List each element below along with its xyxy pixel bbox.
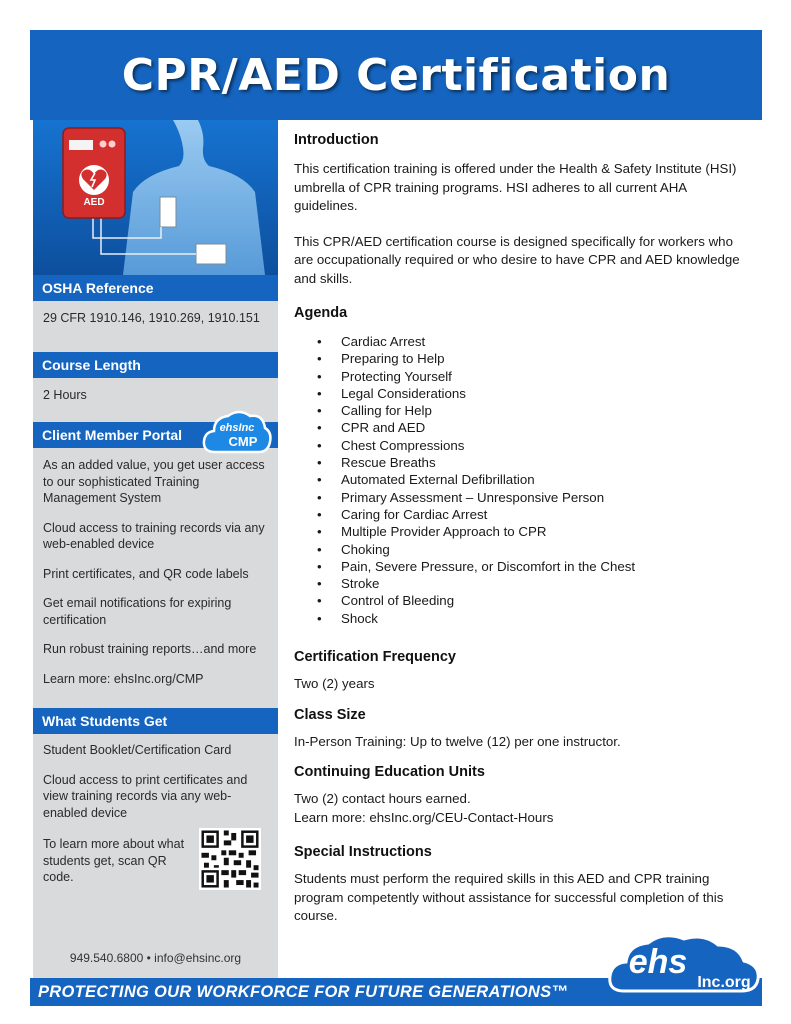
logo-text-inc: Inc.org [697,974,751,991]
what-students-get-heading: What Students Get [33,708,278,734]
students-list [43,742,268,834]
agenda-item: • Pain, Severe Pressure, or Discomfort in the Chest [341,558,749,575]
agenda-list [294,333,749,627]
agenda-item: • Calling for Help [341,402,749,419]
contact-info: 949.540.6800 • info@ehsinc.org [69,951,242,965]
ceu-line-1: Two (2) contact hours earned. [294,791,471,807]
agenda-item: • Control of Bleeding [341,592,749,609]
page-title: CPR/AED Certification [121,49,671,101]
aed-illustration [33,120,278,275]
main-content [294,132,749,926]
svg-text:ehsInc: ehsInc [219,422,255,434]
agenda-item: • Cardiac Arrest [341,333,749,350]
agenda-item: • Legal Considerations [341,385,749,402]
agenda-item: • Protecting Yourself [341,368,749,385]
agenda-item: • Caring for Cardiac Arrest [341,506,749,523]
students-item: Student Booklet/Certification Card [43,743,232,757]
class-size-heading: Class Size [294,706,366,723]
footer-tagline: PROTECTING OUR WORKFORCE FOR FUTURE GENERATIONS™ [38,983,569,1001]
ceu-heading: Continuing Education Units [294,764,485,781]
introduction-heading: Introduction [294,132,379,148]
electrode-pad-upper [160,197,176,227]
course-length-heading: Course Length [33,352,278,378]
agenda-item: • Chest Compressions [341,437,749,454]
sidebar [33,120,278,978]
svg-text:CMP: CMP [228,434,258,449]
title-banner [30,30,762,120]
introduction-paragraph-1: This certification training is offered under the Health & Safety Institute (HSI) umbrella of CPR training programs. HSI adheres to all current AHA guidelines. [294,161,737,213]
agenda-item: • Automated External Defibrillation [341,471,749,488]
agenda-item: • Primary Assessment – Unresponsive Person [341,489,749,506]
portal-item: Get email notifications for expiring certification [43,596,232,627]
electrode-pad-lower [196,244,226,264]
students-item: Cloud access to print certificates and view training records via any web-enabled device [43,772,248,820]
logo-text-ehs: ehs [628,943,688,981]
special-instructions-text: Students must perform the required skills in this AED and CPR training program competently without assistance for successful completion of this course. [294,871,724,924]
portal-item: Print certificates, and QR code labels [43,566,249,581]
certification-frequency-heading: Certification Frequency [294,649,456,666]
portal-item: Run robust training reports…and more [43,642,257,656]
agenda-item: • Multiple Provider Approach to CPR [341,523,749,540]
introduction-paragraph-2: This CPR/AED certification course is designed specifically for workers who are occupationally required or who desire to have CPR and AED knowledge and skills. [294,233,740,286]
special-instructions-heading: Special Instructions [294,844,432,861]
students-qr-text: To learn more about what students get, scan QR code. [43,837,185,884]
certification-frequency-text: Two (2) years [294,676,375,692]
agenda-heading: Agenda [294,305,348,321]
ehs-logo [606,929,766,999]
agenda-item: • Preparing to Help [341,350,749,367]
client-portal-list [43,457,268,700]
client-portal-heading: Client Member Portal [33,422,278,448]
ceu-line-2: Learn more: ehsInc.org/CEU-Contact-Hours [294,809,554,825]
portal-learn-more: Learn more: ehsInc.org/CMP [43,671,204,686]
agenda-item: • Choking [341,541,749,558]
cmp-cloud-badge [201,406,273,460]
portal-item: Cloud access to training records via any web-enabled device [43,520,265,551]
portal-item: As an added value, you get user access to our sophisticated Training Management System [43,458,265,505]
aed-label: AED [83,197,105,208]
agenda-item: • Stroke [341,575,749,592]
agenda-item: • CPR and AED [341,419,749,436]
class-size-text: In-Person Training: Up to twelve (12) per one instructor. [294,733,621,749]
agenda-item: • Shock [341,610,749,627]
course-length-text: 2 Hours [43,388,87,402]
agenda-item: • Rescue Breaths [341,454,749,471]
qr-code[interactable] [199,828,261,890]
osha-reference-text: 29 CFR 1910.146, 1910.269, 1910.151 [43,311,260,325]
osha-reference-heading: OSHA Reference [33,275,278,301]
